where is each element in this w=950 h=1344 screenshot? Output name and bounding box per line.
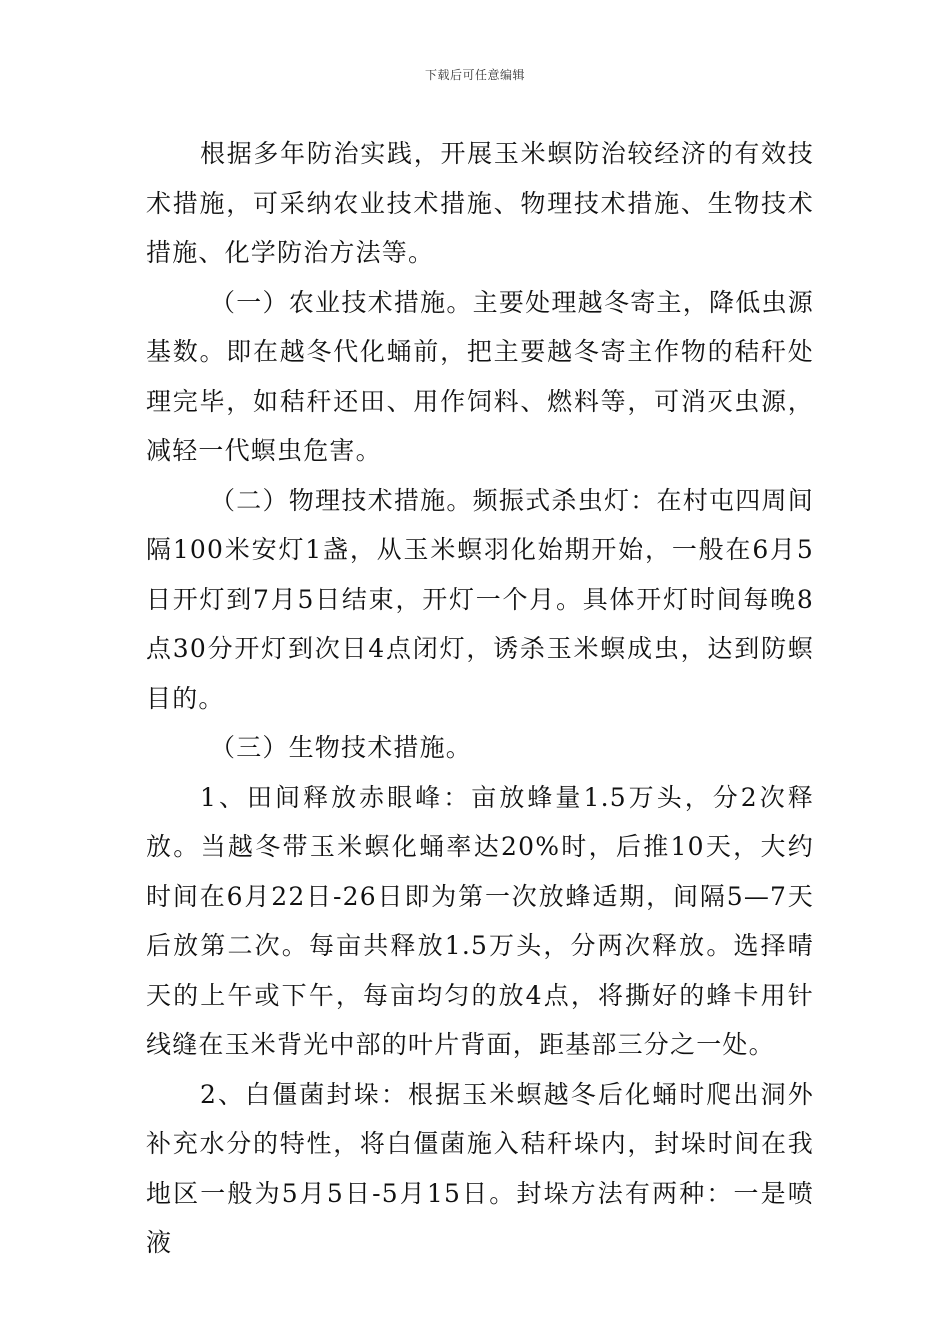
paragraph-physical-measures: （二）物理技术措施。频振式杀虫灯：在村屯四周间隔100米安灯1盏，从玉米螟羽化始期开始，一般在6月5日开灯到7月5日结束，开灯一个月。具体开灯时间每晚8点30分开灯到次日4点闭灯，诱杀玉米螟成虫，达到防螟目的。: [146, 485, 814, 713]
paragraph-beauveria-sealing: 2、白僵菌封垛：根据玉米螟越冬后化蛹时爬出洞外补充水分的特性，将白僵菌施入秸秆垛内，封垛时间在我地区一般为5月5日-5月15日。封垛方法有两种：一是喷液: [146, 1079, 814, 1257]
paragraph-intro: 根据多年防治实践，开展玉米螟防治较经济的有效技术措施，可采纳农业技术措施、物理技术措施、生物技术措施、化学防治方法等。: [146, 139, 814, 267]
page-header: 下载后可任意编辑: [424, 68, 525, 82]
paragraph-trichogramma-release: 1、田间释放赤眼峰：亩放蜂量1.5万头，分2次释放。当越冬带玉米螟化蛹率达20%时，后推10天，大约时间在6月22日-26日即为第一次放蜂适期，间隔5—7天后放第二次。每亩共释放1.5万头，分两次释放。选择晴天的上午或下午，每亩均匀的放4点，将撕好的蜂卡用针线缝在玉米背光中部的叶片背面，距基部三分之一处。: [146, 782, 814, 1059]
document-body: [146, 129, 814, 1268]
paragraph-biological-measures-heading: （三）生物技术措施。: [210, 733, 473, 762]
paragraph-agricultural-measures: （一）农业技术措施。主要处理越冬寄主，降低虫源基数。即在越冬代化蛹前，把主要越冬寄主作物的秸秆处理完毕，如秸秆还田、用作饲料、燃料等，可消灭虫源，减轻一代螟虫危害。: [146, 287, 814, 465]
